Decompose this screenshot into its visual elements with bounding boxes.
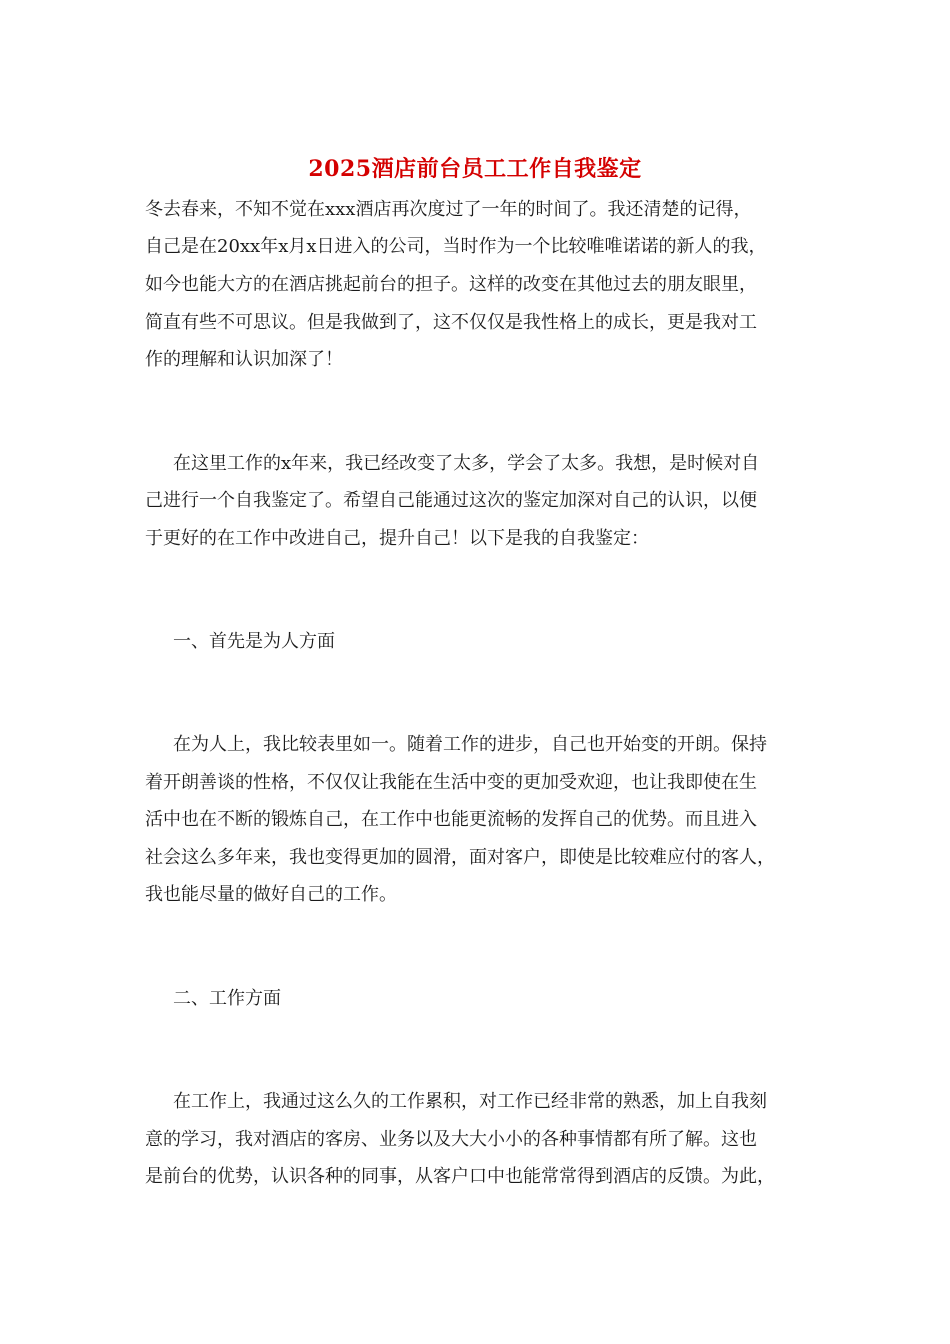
text-line: 如今也能大方的在酒店挑起前台的担子。这样的改变在其他过去的朋友眼里， [145, 274, 757, 295]
text-line: 自己是在20xx年x月x日进入的公司，当时作为一个比较唯唯诺诺的新人的我， [145, 236, 767, 257]
text-line: 我也能尽量的做好自己的工作。 [145, 884, 397, 905]
section-heading: 一、首先是为人方面 [173, 631, 335, 652]
text-line: 在为人上，我比较表里如一。随着工作的进步，自己也开始变的开朗。保持 [173, 734, 767, 755]
text-line: 意的学习，我对酒店的客房、业务以及大大小小的各种事情都有所了解。这也 [145, 1129, 757, 1150]
text-line: 于更好的在工作中改进自己，提升自己！以下是我的自我鉴定： [145, 528, 649, 549]
section-heading: 二、工作方面 [173, 988, 281, 1009]
text-line: 社会这么多年来，我也变得更加的圆滑，面对客户，即使是比较难应付的客人， [145, 847, 775, 868]
document-title: 2025酒店前台员工工作自我鉴定 [308, 156, 642, 182]
text-line: 己进行一个自我鉴定了。希望自己能通过这次的鉴定加深对自己的认识，以便 [145, 490, 757, 511]
text-line: 简直有些不可思议。但是我做到了，这不仅仅是我性格上的成长，更是我对工 [145, 312, 757, 333]
text-line: 冬去春来，不知不觉在xxx酒店再次度过了一年的时间了。我还清楚的记得， [145, 199, 752, 220]
text-line: 着开朗善谈的性格，不仅仅让我能在生活中变的更加受欢迎，也让我即使在生 [145, 772, 757, 793]
text-line: 活中也在不断的锻炼自己，在工作中也能更流畅的发挥自己的优势。而且进入 [145, 809, 757, 830]
text-line: 是前台的优势，认识各种的同事，从客户口中也能常常得到酒店的反馈。为此， [145, 1166, 775, 1187]
text-line: 在这里工作的x年来，我已经改变了太多，学会了太多。我想，是时候对自 [173, 453, 760, 474]
text-line: 作的理解和认识加深了！ [145, 349, 343, 370]
text-line: 在工作上，我通过这么久的工作累积，对工作已经非常的熟悉，加上自我刻 [173, 1091, 767, 1112]
